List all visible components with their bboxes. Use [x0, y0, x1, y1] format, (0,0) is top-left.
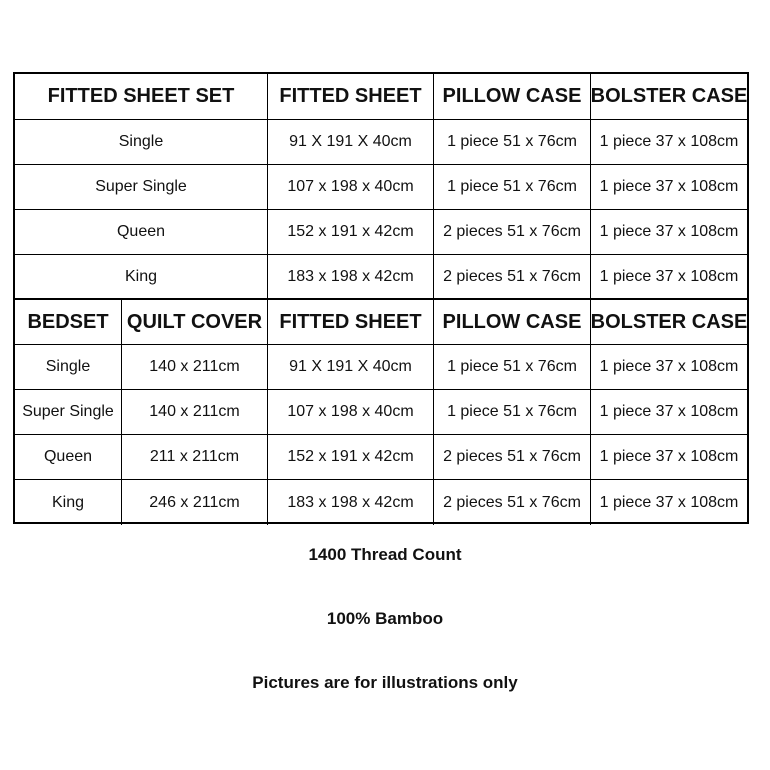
header-cell: FITTED SHEET: [268, 300, 434, 344]
table-cell: Super Single: [15, 390, 122, 434]
table-cell: 1 piece 37 x 108cm: [599, 223, 739, 240]
table-cell: 1 piece 51 x 76cm: [434, 345, 591, 389]
table-cell: 1 piece 37 x 108cm: [599, 133, 739, 150]
table-cell: 1 piece 51 x 76cm: [434, 390, 591, 434]
table-cell: 2 pieces 51 x 76cm: [434, 210, 591, 254]
table-cell: 107 x 198 x 40cm: [268, 390, 434, 434]
header-cell: BOLSTER CASE: [590, 310, 748, 333]
table-cell: Single: [15, 120, 268, 164]
table-row: [15, 210, 747, 255]
table-cell: 91 X 191 X 40cm: [268, 120, 434, 164]
disclaimer-text: Pictures are for illustrations only: [252, 673, 518, 692]
table-cell: 1 piece 51 x 76cm: [434, 165, 591, 209]
size-table: [13, 72, 749, 524]
table-cell: King: [15, 480, 122, 525]
header-cell: QUILT COVER: [122, 300, 268, 344]
table-cell: 1 piece 37 x 108cm: [599, 493, 739, 511]
table-cell: 2 pieces 51 x 76cm: [434, 255, 591, 298]
table-cell: 183 x 198 x 42cm: [268, 255, 434, 298]
bedset-header-row: [15, 300, 747, 345]
table-cell: 2 pieces 51 x 76cm: [434, 480, 591, 525]
table-row: [15, 390, 747, 435]
table-cell: King: [15, 255, 268, 298]
table-row: [15, 480, 747, 525]
header-cell: BEDSET: [15, 300, 122, 344]
table-cell: 1 piece 37 x 108cm: [599, 178, 739, 195]
table-row: [15, 255, 747, 300]
table-cell: 140 x 211cm: [122, 390, 268, 434]
table-cell: 91 X 191 X 40cm: [268, 345, 434, 389]
header-cell: PILLOW CASE: [434, 74, 591, 119]
table-cell: 1 piece 37 x 108cm: [599, 267, 739, 285]
table-cell: Single: [15, 345, 122, 389]
table-cell: Super Single: [15, 165, 268, 209]
table-row: [15, 345, 747, 390]
table-cell: Queen: [15, 210, 268, 254]
table-cell: 1 piece 37 x 108cm: [599, 358, 739, 375]
table-row: [15, 165, 747, 210]
table-cell: 2 pieces 51 x 76cm: [434, 435, 591, 479]
table-cell: 211 x 211cm: [122, 435, 268, 479]
table-cell: 152 x 191 x 42cm: [268, 210, 434, 254]
fitted-set-header-row: [15, 74, 747, 120]
table-cell: 1 piece 37 x 108cm: [599, 403, 739, 420]
header-cell: BOLSTER CASE: [590, 85, 748, 107]
header-cell: PILLOW CASE: [434, 300, 591, 344]
table-cell: 183 x 198 x 42cm: [268, 480, 434, 525]
table-row: [15, 120, 747, 165]
table-cell: 152 x 191 x 42cm: [268, 435, 434, 479]
table-cell: 140 x 211cm: [122, 345, 268, 389]
table-cell: 1 piece 51 x 76cm: [434, 120, 591, 164]
table-cell: Queen: [15, 435, 122, 479]
table-cell: 246 x 211cm: [122, 480, 268, 525]
thread-count-text: 1400 Thread Count: [308, 545, 462, 564]
header-cell: FITTED SHEET SET: [15, 74, 268, 119]
table-cell: 1 piece 37 x 108cm: [599, 448, 739, 465]
table-row: [15, 435, 747, 480]
table-cell: 107 x 198 x 40cm: [268, 165, 434, 209]
material-text: 100% Bamboo: [326, 609, 444, 628]
header-cell: FITTED SHEET: [268, 74, 434, 119]
